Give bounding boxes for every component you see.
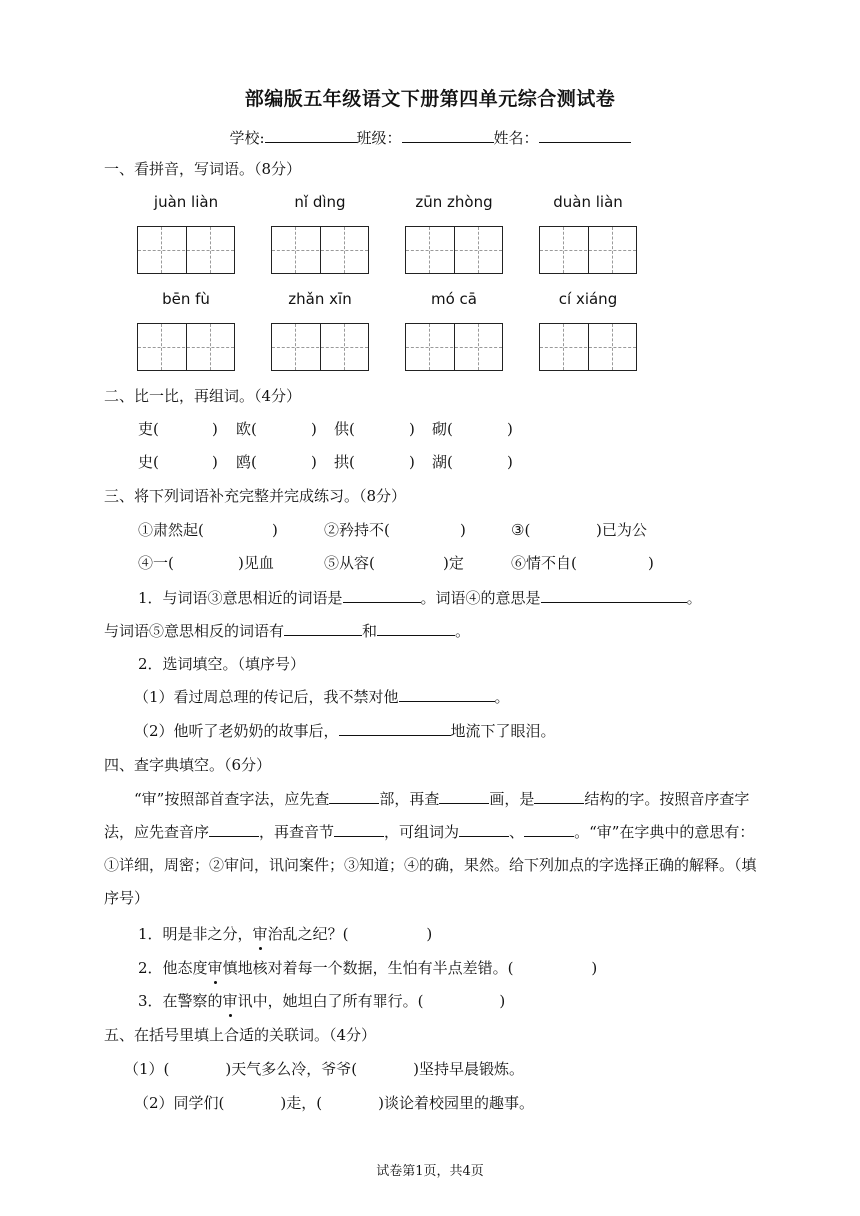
writing-grid[interactable] <box>137 226 235 274</box>
question-4-2: 2．他态度审慎地核对着每一个数据，生怕有半点差错。( ) <box>138 959 598 977</box>
compare-item: 鸥( <box>236 453 257 471</box>
pinyin-label: duàn liàn <box>553 193 623 211</box>
writing-grid[interactable] <box>271 323 369 371</box>
writing-grid[interactable] <box>137 323 235 371</box>
pinyin-label: mó cā <box>431 290 477 308</box>
section-5-heading: 五、在括号里填上合适的关联词。（4分） <box>104 1026 377 1044</box>
compare-item: 拱( <box>334 453 355 471</box>
compare-close: ) <box>311 453 317 471</box>
answer-blank[interactable] <box>284 621 362 636</box>
question-4-1: 1．明是非之分，审治乱之纪？( ) <box>138 925 433 943</box>
dotted-character: 审 <box>252 925 268 943</box>
pinyin-label: zūn zhòng <box>415 193 493 211</box>
idiom-item: ⑥情不自( <box>511 554 577 572</box>
question-3-2-2: （2）他听了老奶奶的故事后， 地流下了眼泪。 <box>134 722 556 740</box>
answer-blank[interactable] <box>459 822 509 837</box>
compare-item: 供( <box>334 420 355 438</box>
answer-blank[interactable] <box>534 789 584 804</box>
student-info-line <box>0 127 860 148</box>
idiom-item: ②矜持不( <box>324 521 390 539</box>
writing-grid[interactable] <box>539 226 637 274</box>
section-2-heading: 二、比一比，再组词。（4分） <box>104 387 302 405</box>
compare-item: 砌( <box>432 420 453 438</box>
pinyin-label: nǐ dìng <box>294 193 346 211</box>
pinyin-label: juàn liàn <box>153 193 219 211</box>
dotted-character: 审 <box>207 959 223 977</box>
idiom-item: ④一( <box>138 554 174 572</box>
dictionary-paragraph: “审”按照部首查字法，应先查 部，再查 画，是 结构的字。按照音序查字法，应先查音序 ，再查音节 ，可组词为 、 。“审”在字典中的意思有：①详细，周密；②审问，讯问案件；③知道；④的确，果然。给下列加点的字选择正确的解释。（填序号） <box>104 790 757 907</box>
question-3-1-cont: 与词语⑤意思相反的词语有 和 。 <box>104 622 471 640</box>
question-3-2-1: （1）看过周总理的传记后，我不禁对他 。 <box>134 688 510 706</box>
name-blank[interactable] <box>539 128 631 143</box>
compare-close: ) <box>409 453 415 471</box>
question-4-3: 3．在警察的审讯中，她坦白了所有罪行。( ) <box>138 992 506 1010</box>
idiom-item-end: ) <box>648 554 654 572</box>
answer-blank[interactable] <box>399 687 495 702</box>
question-3-2: 2．选词填空。（填序号） <box>138 655 306 673</box>
school-label: 学校: <box>229 129 265 147</box>
pinyin-label: zhǎn xīn <box>288 290 352 308</box>
name-label: 姓名： <box>493 129 539 147</box>
class-label: 班级： <box>356 129 402 147</box>
pinyin-label: bēn fù <box>162 290 210 308</box>
section-1-heading: 一、看拼音，写词语。（8分） <box>104 160 302 178</box>
compare-close: ) <box>409 420 415 438</box>
question-5-1: （1）( )天气多么冷，爷爷( )坚持早晨锻炼。 <box>124 1060 524 1078</box>
school-blank[interactable] <box>265 128 357 143</box>
compare-item: 吏( <box>138 420 159 438</box>
answer-blank[interactable] <box>334 822 384 837</box>
writing-grid[interactable] <box>405 323 503 371</box>
question-5-2: （2）同学们( )走，( )谈论着校园里的趣事。 <box>134 1094 534 1112</box>
compare-close: ) <box>507 420 513 438</box>
answer-blank[interactable] <box>339 721 451 736</box>
answer-blank[interactable] <box>439 789 489 804</box>
answer-blank[interactable] <box>541 588 687 603</box>
idiom-item-end: ) <box>460 521 466 539</box>
answer-blank[interactable] <box>377 621 455 636</box>
section-4-heading: 四、查字典填空。（6分） <box>104 756 272 774</box>
answer-blank[interactable] <box>209 822 259 837</box>
answer-blank[interactable] <box>329 789 379 804</box>
writing-grid[interactable] <box>539 323 637 371</box>
dotted-character: 审 <box>222 992 238 1010</box>
compare-close: ) <box>212 420 218 438</box>
class-blank[interactable] <box>402 128 494 143</box>
compare-item: 湖( <box>432 453 453 471</box>
page-title: 部编版五年级语文下册第四单元综合测试卷 <box>244 88 616 110</box>
idiom-item: ①肃然起( <box>138 521 204 539</box>
answer-blank[interactable] <box>524 822 574 837</box>
idiom-item-end: )见血 <box>238 554 274 572</box>
compare-close: ) <box>507 453 513 471</box>
idiom-item: ⑤从容( <box>324 554 375 572</box>
idiom-item-end: ) <box>272 521 278 539</box>
pinyin-label: cí xiáng <box>558 290 618 308</box>
writing-grid[interactable] <box>405 226 503 274</box>
idiom-item: ③( <box>511 521 531 539</box>
compare-item: 欧( <box>236 420 257 438</box>
answer-blank[interactable] <box>343 588 421 603</box>
section-3-heading: 三、将下列词语补充完整并完成练习。（8分） <box>104 487 407 505</box>
idiom-item-end: )定 <box>443 554 464 572</box>
page-footer: 试卷第1页，共4页 <box>376 1164 484 1179</box>
compare-close: ) <box>212 453 218 471</box>
compare-item: 史( <box>138 453 159 471</box>
question-3-1: 1．与词语③意思相近的词语是 。词语④的意思是 。 <box>138 589 702 607</box>
idiom-item-end: )已为公 <box>596 521 647 539</box>
compare-close: ) <box>311 420 317 438</box>
writing-grid[interactable] <box>271 226 369 274</box>
